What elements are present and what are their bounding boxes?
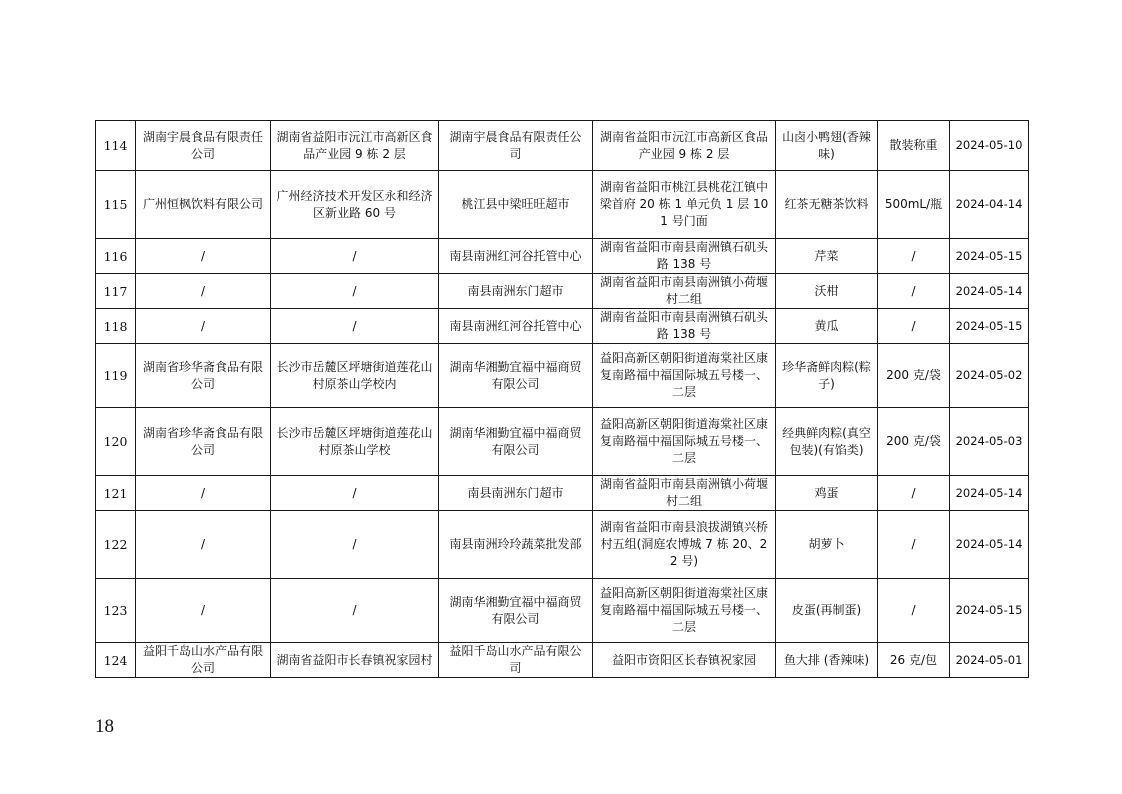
cell-date: 2024-05-01 <box>950 643 1029 678</box>
cell-seq: 124 <box>96 643 136 678</box>
cell-product-name: 胡萝卜 <box>776 511 878 579</box>
cell-sampled-address: 湖南省益阳市南县南洲镇石矶头路 138 号 <box>593 309 776 344</box>
cell-manufacturer-address: 湖南省益阳市沅江市高新区食品产业园 9 栋 2 层 <box>271 121 439 171</box>
cell-product-name: 沃柑 <box>776 274 878 309</box>
cell-product-name: 珍华斋鲜肉粽(粽子) <box>776 344 878 408</box>
cell-sampled-address: 湖南省益阳市沅江市高新区食品产业园 9 栋 2 层 <box>593 121 776 171</box>
cell-product-name: 鱼大排 (香辣味) <box>776 643 878 678</box>
table-row <box>96 408 1029 476</box>
cell-seq: 122 <box>96 511 136 579</box>
cell-sampled-unit: 南县南洲玲玲蔬菜批发部 <box>439 511 593 579</box>
page-number: 18 <box>95 716 114 737</box>
cell-sampled-unit: 桃江县中梁旺旺超市 <box>439 171 593 239</box>
cell-manufacturer: / <box>136 239 271 274</box>
cell-sampled-address: 益阳高新区朝阳街道海棠社区康复南路福中福国际城五号楼一、二层 <box>593 344 776 408</box>
cell-spec: 500mL/瓶 <box>878 171 950 239</box>
cell-date: 2024-05-02 <box>950 344 1029 408</box>
cell-sampled-unit: 湖南华湘勤宜福中福商贸有限公司 <box>439 344 593 408</box>
cell-seq: 121 <box>96 476 136 511</box>
cell-manufacturer-address: / <box>271 579 439 643</box>
table-row <box>96 309 1029 344</box>
cell-manufacturer-address: / <box>271 511 439 579</box>
table-row <box>96 511 1029 579</box>
cell-manufacturer: / <box>136 476 271 511</box>
cell-product-name: 鸡蛋 <box>776 476 878 511</box>
cell-date: 2024-05-15 <box>950 309 1029 344</box>
cell-sampled-unit: 湖南华湘勤宜福中福商贸有限公司 <box>439 408 593 476</box>
sampling-results-table <box>95 120 1029 678</box>
cell-manufacturer-address: 广州经济技术开发区永和经济区新业路 60 号 <box>271 171 439 239</box>
cell-sampled-address: 湖南省益阳市南县浪拔湖镇兴桥村五组(洞庭农博城 7 栋 20、22 号) <box>593 511 776 579</box>
cell-seq: 120 <box>96 408 136 476</box>
cell-spec: / <box>878 511 950 579</box>
cell-sampled-unit: 南县南洲红河谷托管中心 <box>439 309 593 344</box>
cell-manufacturer: 湖南宇晨食品有限责任公司 <box>136 121 271 171</box>
cell-date: 2024-05-15 <box>950 239 1029 274</box>
table-row <box>96 121 1029 171</box>
cell-manufacturer-address: / <box>271 274 439 309</box>
table-body <box>96 121 1029 678</box>
cell-manufacturer: 湖南省珍华斋食品有限公司 <box>136 408 271 476</box>
cell-manufacturer: / <box>136 579 271 643</box>
cell-seq: 115 <box>96 171 136 239</box>
cell-date: 2024-05-03 <box>950 408 1029 476</box>
cell-sampled-unit: 南县南洲红河谷托管中心 <box>439 239 593 274</box>
cell-sampled-address: 湖南省益阳市南县南洲镇小荷堰村二组 <box>593 274 776 309</box>
cell-seq: 116 <box>96 239 136 274</box>
cell-product-name: 黄瓜 <box>776 309 878 344</box>
table-row <box>96 344 1029 408</box>
cell-seq: 114 <box>96 121 136 171</box>
cell-manufacturer-address: / <box>271 476 439 511</box>
cell-date: 2024-05-15 <box>950 579 1029 643</box>
cell-sampled-unit: 湖南华湘勤宜福中福商贸有限公司 <box>439 579 593 643</box>
cell-manufacturer: 湖南省珍华斋食品有限公司 <box>136 344 271 408</box>
cell-spec: / <box>878 476 950 511</box>
cell-sampled-unit: 湖南宇晨食品有限责任公司 <box>439 121 593 171</box>
cell-sampled-address: 益阳高新区朝阳街道海棠社区康复南路福中福国际城五号楼一、二层 <box>593 579 776 643</box>
cell-manufacturer: / <box>136 309 271 344</box>
cell-spec: 散装称重 <box>878 121 950 171</box>
cell-spec: / <box>878 274 950 309</box>
cell-sampled-address: 湖南省益阳市南县南洲镇小荷堰村二组 <box>593 476 776 511</box>
table-row <box>96 274 1029 309</box>
cell-manufacturer-address: / <box>271 239 439 274</box>
cell-spec: / <box>878 239 950 274</box>
cell-product-name: 红茶无糖茶饮料 <box>776 171 878 239</box>
cell-spec: / <box>878 309 950 344</box>
cell-spec: / <box>878 579 950 643</box>
cell-manufacturer-address: / <box>271 309 439 344</box>
table-row <box>96 239 1029 274</box>
cell-spec: 200 克/袋 <box>878 344 950 408</box>
cell-spec: 200 克/袋 <box>878 408 950 476</box>
cell-seq: 123 <box>96 579 136 643</box>
cell-sampled-address: 湖南省益阳市桃江县桃花江镇中梁首府 20 栋 1 单元负 1 层 101 号门面 <box>593 171 776 239</box>
cell-date: 2024-05-10 <box>950 121 1029 171</box>
table-row <box>96 579 1029 643</box>
cell-date: 2024-04-14 <box>950 171 1029 239</box>
cell-sampled-unit: 南县南洲东门超市 <box>439 274 593 309</box>
cell-manufacturer: 益阳千岛山水产品有限公司 <box>136 643 271 678</box>
cell-manufacturer: 广州恒枫饮料有限公司 <box>136 171 271 239</box>
cell-sampled-address: 益阳高新区朝阳街道海棠社区康复南路福中福国际城五号楼一、二层 <box>593 408 776 476</box>
cell-manufacturer-address: 长沙市岳麓区坪塘街道莲花山村原茶山学校 <box>271 408 439 476</box>
cell-seq: 118 <box>96 309 136 344</box>
cell-seq: 119 <box>96 344 136 408</box>
cell-manufacturer-address: 湖南省益阳市长春镇祝家园村 <box>271 643 439 678</box>
table-row <box>96 171 1029 239</box>
cell-manufacturer: / <box>136 274 271 309</box>
cell-manufacturer: / <box>136 511 271 579</box>
cell-sampled-unit: 益阳千岛山水产品有限公司 <box>439 643 593 678</box>
cell-date: 2024-05-14 <box>950 476 1029 511</box>
table-row <box>96 643 1029 678</box>
cell-product-name: 芹菜 <box>776 239 878 274</box>
cell-date: 2024-05-14 <box>950 274 1029 309</box>
cell-sampled-address: 益阳市资阳区长春镇祝家园 <box>593 643 776 678</box>
cell-date: 2024-05-14 <box>950 511 1029 579</box>
cell-product-name: 山卤小鸭翅(香辣味) <box>776 121 878 171</box>
cell-spec: 26 克/包 <box>878 643 950 678</box>
cell-seq: 117 <box>96 274 136 309</box>
cell-product-name: 皮蛋(再制蛋) <box>776 579 878 643</box>
table-row <box>96 476 1029 511</box>
cell-sampled-address: 湖南省益阳市南县南洲镇石矶头路 138 号 <box>593 239 776 274</box>
cell-sampled-unit: 南县南洲东门超市 <box>439 476 593 511</box>
cell-product-name: 经典鲜肉粽(真空包装)(有馅类) <box>776 408 878 476</box>
cell-manufacturer-address: 长沙市岳麓区坪塘街道莲花山村原茶山学校内 <box>271 344 439 408</box>
